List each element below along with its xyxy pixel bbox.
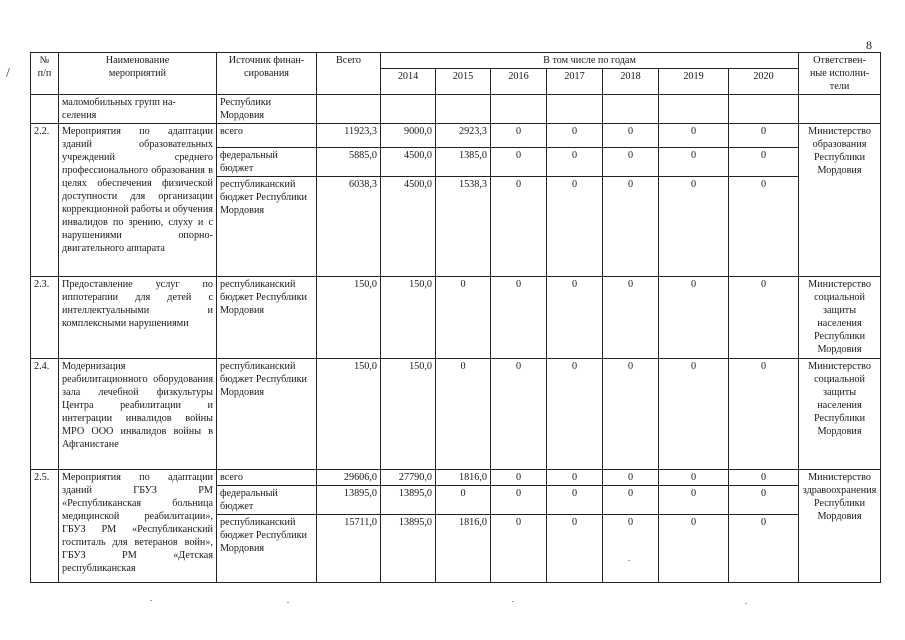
year-value: 0: [729, 148, 799, 177]
table-row: [31, 277, 881, 359]
header-year: 2015: [436, 69, 491, 95]
year-value: 0: [729, 486, 799, 515]
year-value: 0: [603, 515, 659, 583]
activity-name: Модернизация реабилитационного оборудования зала лечебной физкультуры Центра реабилитации и интеграции инвалидов войны МРО ООО инвалидов войны в Афганистане: [59, 359, 217, 470]
year-value: 1816,0: [436, 470, 491, 486]
scan-speck: [287, 602, 289, 603]
funding-source: федеральный бюджет: [217, 148, 317, 177]
activity-name: Мероприятия по адаптации зданий ГБУЗ РМ «Республиканская больница медицинской реабилитации», ГБУЗ РМ «Республиканский госпиталь для ветеранов войн», ГБУЗ РМ «Детская республиканская: [59, 470, 217, 583]
year-value: 0: [603, 359, 659, 470]
funding-source: всего: [217, 124, 317, 148]
responsible-executor: Министерство социальной защиты населения Республики Мордовия: [799, 359, 881, 470]
page-number: 8: [866, 38, 872, 52]
header-total: Всего: [317, 53, 381, 95]
table-row: [31, 124, 881, 148]
year-value: 1538,3: [436, 177, 491, 277]
year-value: 150,0: [381, 359, 436, 470]
margin-mark: /: [6, 66, 10, 81]
header-name: Наименование мероприятий: [59, 53, 217, 95]
year-value: 0: [491, 470, 547, 486]
year-value: 1816,0: [436, 515, 491, 583]
year-value: 150,0: [381, 277, 436, 359]
row-number: 2.4.: [31, 359, 59, 470]
year-value: 0: [729, 515, 799, 583]
header-year: 2018: [603, 69, 659, 95]
year-value: 4500,0: [381, 177, 436, 277]
row-number: 2.3.: [31, 277, 59, 359]
year-value: 0: [729, 359, 799, 470]
year-value: 0: [659, 486, 729, 515]
header-responsible: Ответствен- ные исполни- тели: [799, 53, 881, 95]
year-value: 0: [491, 177, 547, 277]
table-row: [31, 95, 881, 124]
year-value: 0: [603, 486, 659, 515]
activity-name: Предоставление услуг по иппотерапии для детей с интеллектуальными и комплексными нарушениями: [59, 277, 217, 359]
funding-source: всего: [217, 470, 317, 486]
year-value: 9000,0: [381, 124, 436, 148]
year-value: 0: [729, 124, 799, 148]
header-num: № п/п: [31, 53, 59, 95]
table-row: [31, 470, 881, 486]
scan-speck: [512, 601, 514, 602]
header-year: 2014: [381, 69, 436, 95]
total-value: 15711,0: [317, 515, 381, 583]
scan-speck: [628, 560, 630, 561]
header-years-group: В том числе по годам: [381, 53, 799, 69]
year-value: 0: [659, 470, 729, 486]
header-year: 2020: [729, 69, 799, 95]
year-value: 2923,3: [436, 124, 491, 148]
year-value: 0: [436, 359, 491, 470]
year-value: 0: [491, 148, 547, 177]
year-value: 0: [659, 359, 729, 470]
activity-name: Мероприятия по адаптации зданий образовательных учреждений среднего профессионального образования в целях обеспечения физической доступности для организации коррекционной работы и обучения инвалидов по зрению, слуху и с нарушениями опорно-двигательного аппарата: [59, 124, 217, 277]
year-value: 0: [603, 470, 659, 486]
year-value: 0: [436, 277, 491, 359]
total-value: 150,0: [317, 277, 381, 359]
year-value: 0: [436, 486, 491, 515]
year-value: 0: [547, 277, 603, 359]
row-number: 2.2.: [31, 124, 59, 277]
year-value: 0: [729, 277, 799, 359]
activity-name: маломобильных групп на- селения: [59, 95, 217, 124]
year-value: 0: [603, 148, 659, 177]
year-value: 1385,0: [436, 148, 491, 177]
responsible-executor: Министерство здравоохранения Республики Мордовия: [799, 470, 881, 583]
year-value: 0: [547, 486, 603, 515]
year-value: 0: [491, 486, 547, 515]
year-value: 0: [547, 148, 603, 177]
funding-source: федеральный бюджет: [217, 486, 317, 515]
year-value: 0: [729, 177, 799, 277]
total-value: 13895,0: [317, 486, 381, 515]
year-value: 0: [659, 177, 729, 277]
responsible-executor: Министерство образования Республики Мордовия: [799, 124, 881, 277]
row-number: 2.5.: [31, 470, 59, 583]
responsible-executor: Министерство социальной защиты населения Республики Мордовия: [799, 277, 881, 359]
table-row: [31, 359, 881, 470]
year-value: 0: [659, 515, 729, 583]
funding-source: республиканский бюджет Республики Мордовия: [217, 277, 317, 359]
year-value: 0: [659, 148, 729, 177]
header-source: Источник финан- сирования: [217, 53, 317, 95]
funding-source: республиканский бюджет Республики Мордовия: [217, 177, 317, 277]
year-value: 4500,0: [381, 148, 436, 177]
year-value: 0: [547, 177, 603, 277]
year-value: 0: [603, 124, 659, 148]
year-value: 0: [547, 124, 603, 148]
funding-source: республиканский бюджет Республики Мордовия: [217, 359, 317, 470]
total-value: 150,0: [317, 359, 381, 470]
header-year: 2016: [491, 69, 547, 95]
total-value: 6038,3: [317, 177, 381, 277]
scan-speck: [745, 603, 747, 604]
total-value: 29606,0: [317, 470, 381, 486]
funding-source: республиканский бюджет Республики Мордовия: [217, 515, 317, 583]
year-value: 0: [547, 470, 603, 486]
year-value: 0: [491, 124, 547, 148]
year-value: 0: [729, 470, 799, 486]
year-value: 0: [491, 515, 547, 583]
year-value: 0: [659, 124, 729, 148]
funding-source: Республики Мордовия: [217, 95, 317, 124]
total-value: 11923,3: [317, 124, 381, 148]
scan-speck: [150, 600, 152, 601]
year-value: 0: [659, 277, 729, 359]
header-year: 2017: [547, 69, 603, 95]
year-value: 13895,0: [381, 515, 436, 583]
total-value: 5885,0: [317, 148, 381, 177]
year-value: 0: [491, 277, 547, 359]
program-activities-table: [30, 52, 881, 583]
year-value: 0: [547, 515, 603, 583]
year-value: 0: [603, 277, 659, 359]
year-value: 13895,0: [381, 486, 436, 515]
header-year: 2019: [659, 69, 729, 95]
year-value: 0: [491, 359, 547, 470]
year-value: 0: [603, 177, 659, 277]
year-value: 0: [547, 359, 603, 470]
year-value: 27790,0: [381, 470, 436, 486]
